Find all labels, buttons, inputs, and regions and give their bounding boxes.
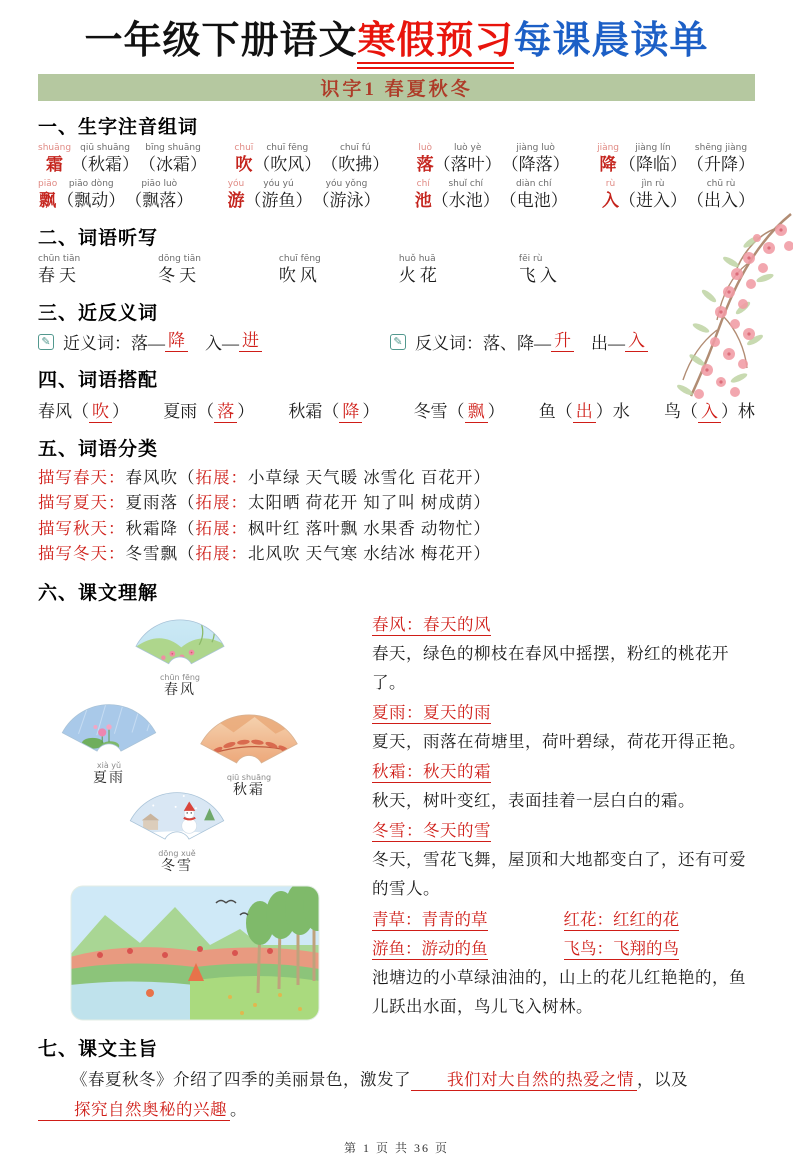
- pinyin-text: shuāng: [38, 143, 72, 153]
- word-pair-text: 游鱼：游动的鱼: [372, 938, 488, 958]
- pinyin-text: chū rù: [706, 179, 736, 189]
- pinyin-text: bīng shuāng: [145, 143, 201, 153]
- char-entry: [602, 179, 755, 212]
- synonym-antonym-row: [38, 329, 755, 354]
- plain-text: 秋霜（: [288, 402, 340, 421]
- title-highlight: 寒假预习: [357, 18, 513, 69]
- word-pair-text: 红花：红红的花: [563, 909, 679, 929]
- pinyin-text: yóu: [227, 179, 245, 189]
- memo-icon: ✎: [38, 334, 54, 350]
- pinyin-text: chuī fēng: [278, 254, 321, 264]
- pinyin-unit: [158, 254, 201, 287]
- word-text: 吹风: [278, 266, 321, 285]
- season-images: [38, 609, 350, 1026]
- pinyin-text: qiū shuāng: [80, 143, 130, 153]
- char-entry: [597, 143, 755, 176]
- collocation-pair: [664, 397, 755, 423]
- char-entry: [38, 179, 193, 212]
- word-text: （降临）: [619, 155, 687, 174]
- collocation-pair: [38, 397, 129, 423]
- answer-text: 拓展：: [195, 544, 248, 564]
- word-text: 飞入: [518, 266, 561, 285]
- word-text: （出入）: [687, 191, 755, 210]
- pinyin-unit: [313, 179, 381, 212]
- collocation-row: [38, 397, 755, 423]
- word-text: （降落）: [501, 155, 570, 174]
- pinyin-text: huǒ huā: [398, 254, 436, 264]
- pinyin-text: rù: [605, 179, 616, 189]
- word-text: （进入）: [619, 191, 687, 210]
- plain-text: 《春夏秋冬》介绍了四季的美丽景色，激发了: [71, 1069, 411, 1089]
- pinyin-text: yóu yú: [263, 179, 294, 189]
- plain-text: 太阳晒 荷花开 知了叫 树成荫）: [248, 493, 491, 513]
- plain-text: 春风（: [38, 402, 89, 421]
- word-text: 冬天: [158, 266, 201, 285]
- pinyin-text: piāo luò: [141, 179, 178, 189]
- pinyin-text: piāo dòng: [68, 179, 114, 189]
- plain-text: ）: [362, 402, 380, 421]
- plain-text: 。: [230, 1099, 247, 1119]
- pinyin-text: yóu yǒng: [325, 179, 368, 189]
- word-pair-text: 青草：青青的草: [372, 909, 488, 929]
- pinyin-unit: [619, 143, 687, 176]
- answer-text: 降: [165, 331, 188, 352]
- word-text: （落叶）: [433, 155, 502, 174]
- char-entry: [38, 143, 207, 176]
- pinyin-unit: [71, 143, 139, 176]
- word-pair-text: 飞鸟：飞翔的鸟: [563, 938, 679, 958]
- pinyin-unit: [415, 179, 432, 212]
- word-text: （游鱼）: [244, 191, 313, 210]
- season-definition-text: 秋霜：秋天的霜: [372, 761, 491, 781]
- plain-text: 反义词：落、降—: [415, 334, 551, 353]
- lesson-banner: [38, 74, 755, 101]
- answer-text: 入: [625, 331, 648, 352]
- word-text: （电池）: [499, 191, 568, 210]
- season-notes: [372, 610, 755, 903]
- answer-text: 探究自然奥秘的兴趣: [38, 1101, 230, 1121]
- section-5-title: 五、词语分类: [38, 437, 159, 460]
- headword-char: 吹: [235, 155, 253, 174]
- classify-block: [38, 465, 755, 567]
- plain-text: 鱼（: [538, 402, 573, 421]
- pinyin-text: shuǐ chí: [448, 179, 484, 189]
- pinyin-text: shēng jiàng: [694, 143, 748, 153]
- summer-fan-label: 夏雨: [93, 770, 125, 786]
- pinyin-text: jiàng: [597, 143, 619, 153]
- pinyin-unit: [502, 143, 570, 176]
- s1-row-2: [38, 179, 755, 212]
- headword-char: 霜: [46, 155, 64, 174]
- spring-fan-pinyin: chūn fēng: [159, 672, 201, 682]
- classify-line: [38, 490, 755, 516]
- word-pair: [564, 934, 756, 963]
- plain-text: ）: [487, 402, 505, 421]
- answer-text: 拓展：: [195, 518, 248, 538]
- summary-paragraph: 池塘边的小草绿油油的，山上的花儿红艳艳的，鱼儿跃出水面，鸟儿飞入树林。: [372, 967, 746, 1016]
- pinyin-text: chuī fú: [339, 143, 371, 153]
- plain-text: 夏雨（: [163, 402, 215, 421]
- pinyin-text: dōng tiān: [158, 254, 201, 264]
- pinyin-unit: [57, 179, 125, 212]
- plain-text: ，以及: [637, 1069, 688, 1089]
- fan-images: [38, 609, 350, 881]
- section-7-title: 七、课文主旨: [38, 1037, 159, 1060]
- autumn-fan-label: 秋霜: [233, 782, 265, 798]
- season-description: 夏天，雨落在荷塘里，荷叶碧绿，荷花开得正艳。: [372, 731, 746, 751]
- headword-char: 入: [602, 191, 619, 210]
- plain-text: 北风吹 天气寒 水结冰 梅花开）: [248, 544, 491, 564]
- answer-text: 出: [573, 402, 596, 423]
- season-description: 春天，绿色的柳枝在春风中摇摆，粉红的桃花开了。: [372, 643, 729, 692]
- word-text: 火花: [398, 266, 441, 285]
- answer-text: 降: [339, 402, 362, 423]
- season-description: 冬天，雪花飞舞，屋顶和大地都变白了，还有可爱的雪人。: [372, 849, 746, 898]
- s1-row-1: [38, 143, 755, 176]
- plain-text: ）: [237, 402, 255, 421]
- season-definition-text: 夏雨：夏天的雨: [372, 702, 491, 722]
- collocation-pair: [539, 397, 630, 423]
- collocation-pair: [414, 397, 505, 423]
- word-text: （吹风）: [253, 155, 322, 174]
- pinyin-text: piāo: [38, 179, 58, 189]
- word-pair: [372, 905, 564, 934]
- word-text: （冰霜）: [139, 155, 208, 174]
- classify-line: [38, 516, 755, 542]
- pinyin-unit: [38, 179, 57, 212]
- pinyin-unit: [125, 179, 193, 212]
- answer-text: 拓展：: [195, 467, 248, 487]
- season-definition-text: 春风：春天的风: [372, 614, 491, 634]
- synonym-item: [390, 329, 648, 354]
- word-text: （升降）: [687, 155, 755, 174]
- page-title: [38, 14, 755, 66]
- plain-text: 近义词：落—: [63, 334, 165, 353]
- section-6-title: 六、课文理解: [38, 581, 159, 604]
- char-entry: [234, 143, 389, 176]
- pinyin-unit: [321, 143, 389, 176]
- pinyin-unit: [687, 143, 755, 176]
- char-entry: [417, 143, 570, 176]
- pinyin-unit: [602, 179, 619, 212]
- plain-text: 入—: [188, 334, 239, 353]
- spring-fan-label: 春风: [164, 682, 196, 698]
- word-text: 春天: [38, 266, 80, 285]
- headword-char: 落: [416, 155, 434, 174]
- pinyin-unit: [687, 179, 755, 212]
- answer-text: 我们对大自然的热爱之情: [411, 1071, 637, 1091]
- pinyin-unit: [279, 254, 321, 287]
- season-definition: [372, 610, 755, 639]
- summer-fan-pinyin: xià yǔ: [96, 760, 122, 770]
- pinyin-unit: [139, 143, 207, 176]
- pinyin-text: chuī fēng: [266, 143, 309, 153]
- winter-fan-label: 冬雪: [161, 858, 193, 874]
- word-text: （水池）: [431, 191, 500, 210]
- word-text: （飘落）: [125, 191, 194, 210]
- collocation-pair: [163, 397, 254, 423]
- season-definition: [372, 698, 755, 727]
- section-3-title: 三、近反义词: [38, 302, 159, 324]
- classify-line: [38, 465, 755, 491]
- pinyin-text: chūn tiān: [38, 254, 81, 264]
- season-description: 秋天，树叶变红，表面挂着一层白白的霜。: [372, 790, 695, 810]
- autumn-fan-pinyin: qiū shuāng: [226, 772, 272, 782]
- synonym-item: [38, 329, 390, 354]
- section-2-title: 二、词语听写: [38, 227, 159, 249]
- classify-line: [38, 541, 755, 567]
- winter-fan-image: [116, 781, 238, 875]
- pinyin-text: jiàng luò: [516, 143, 555, 153]
- word-text: （吹拂）: [321, 155, 390, 174]
- word-pairs: [372, 905, 755, 963]
- theme-paragraph: [38, 1065, 755, 1125]
- pinyin-unit: [417, 143, 434, 176]
- pinyin-text: chuī: [234, 143, 254, 153]
- pinyin-unit: [432, 179, 500, 212]
- pinyin-unit: [38, 143, 71, 176]
- pinyin-unit: [500, 179, 568, 212]
- section-1-title: 一、生字注音组词: [38, 116, 199, 138]
- summer-fan-image: [48, 693, 170, 787]
- season-definition: [372, 816, 755, 845]
- plain-text: 小草绿 天气暖 冰雪化 百花开）: [248, 467, 491, 487]
- answer-text: 描写春天：: [38, 467, 126, 487]
- pinyin-unit: [399, 254, 441, 287]
- answer-text: 升: [551, 331, 574, 352]
- title-suffix: 每课晨读单: [513, 18, 709, 62]
- headword-char: 飘: [39, 191, 57, 210]
- word-text: （游泳）: [312, 191, 381, 210]
- pinyin-text: luò yè: [453, 143, 482, 153]
- answer-text: 描写夏天：: [38, 493, 126, 513]
- answer-text: 吹: [89, 402, 112, 423]
- season-definition-text: 冬雪：冬天的雪: [372, 820, 491, 840]
- title-grade: 一年级下册语文: [84, 18, 358, 62]
- answer-text: 入: [698, 402, 721, 423]
- pinyin-text: luò: [418, 143, 433, 153]
- pinyin-text: jìn rù: [641, 179, 665, 189]
- word-pair: [564, 905, 756, 934]
- plain-text: ）林: [720, 402, 755, 421]
- word-text: （秋霜）: [71, 155, 140, 174]
- pinyin-unit: [228, 179, 245, 212]
- understanding-text: [350, 609, 755, 1026]
- plain-text: 秋霜降（: [125, 518, 196, 538]
- lesson-banner-text: 识字1 春夏秋冬: [320, 79, 473, 100]
- understanding-block: [38, 609, 755, 1026]
- pinyin-unit: [519, 254, 561, 287]
- pinyin-text: chí: [416, 179, 430, 189]
- pinyin-unit: [234, 143, 253, 176]
- headword-char: 池: [414, 191, 432, 210]
- answer-text: 拓展：: [195, 493, 248, 513]
- plain-text: 枫叶红 落叶飘 水果香 动物忙）: [248, 518, 491, 538]
- plain-text: 冬雪（: [413, 402, 465, 421]
- plain-text: 出—: [574, 334, 625, 353]
- section-4-title: 四、词语搭配: [38, 369, 159, 391]
- landscape-illustration: [70, 885, 350, 1026]
- char-entry: [415, 179, 568, 212]
- answer-text: 描写秋天：: [38, 518, 126, 538]
- pinyin-text: fēi rù: [518, 254, 543, 264]
- winter-fan-pinyin: dōng xuě: [158, 848, 196, 858]
- answer-text: 进: [239, 331, 262, 352]
- pinyin-unit: [253, 143, 321, 176]
- headword-char: 游: [227, 191, 245, 210]
- spring-fan-image: [122, 609, 238, 699]
- plain-text: 春风吹（: [125, 467, 196, 487]
- plain-text: 冬雪飘（: [125, 544, 196, 564]
- plain-text: ）水: [595, 402, 630, 421]
- pinyin-text: jiàng lín: [635, 143, 671, 153]
- answer-text: 飘: [465, 402, 488, 423]
- season-definition: [372, 757, 755, 786]
- dictation-words: [38, 254, 755, 287]
- pinyin-unit: [597, 143, 619, 176]
- word-pair: [372, 934, 564, 963]
- pinyin-unit: [245, 179, 313, 212]
- pinyin-text: diàn chí: [516, 179, 552, 189]
- answer-text: 描写冬天：: [38, 544, 126, 564]
- plain-text: ）: [112, 402, 129, 421]
- plain-text: 夏雨落（: [125, 493, 196, 513]
- memo-icon: ✎: [390, 334, 406, 350]
- char-entry: [228, 179, 381, 212]
- pinyin-unit: [38, 254, 80, 287]
- plain-text: 鸟（: [663, 402, 698, 421]
- collocation-pair: [288, 397, 379, 423]
- page-number: 第 1 页 共 36 页: [343, 1140, 449, 1155]
- word-text: （飘动）: [57, 191, 126, 210]
- answer-text: 落: [214, 402, 237, 423]
- headword-char: 降: [599, 155, 617, 174]
- pinyin-unit: [619, 179, 687, 212]
- pinyin-unit: [434, 143, 502, 176]
